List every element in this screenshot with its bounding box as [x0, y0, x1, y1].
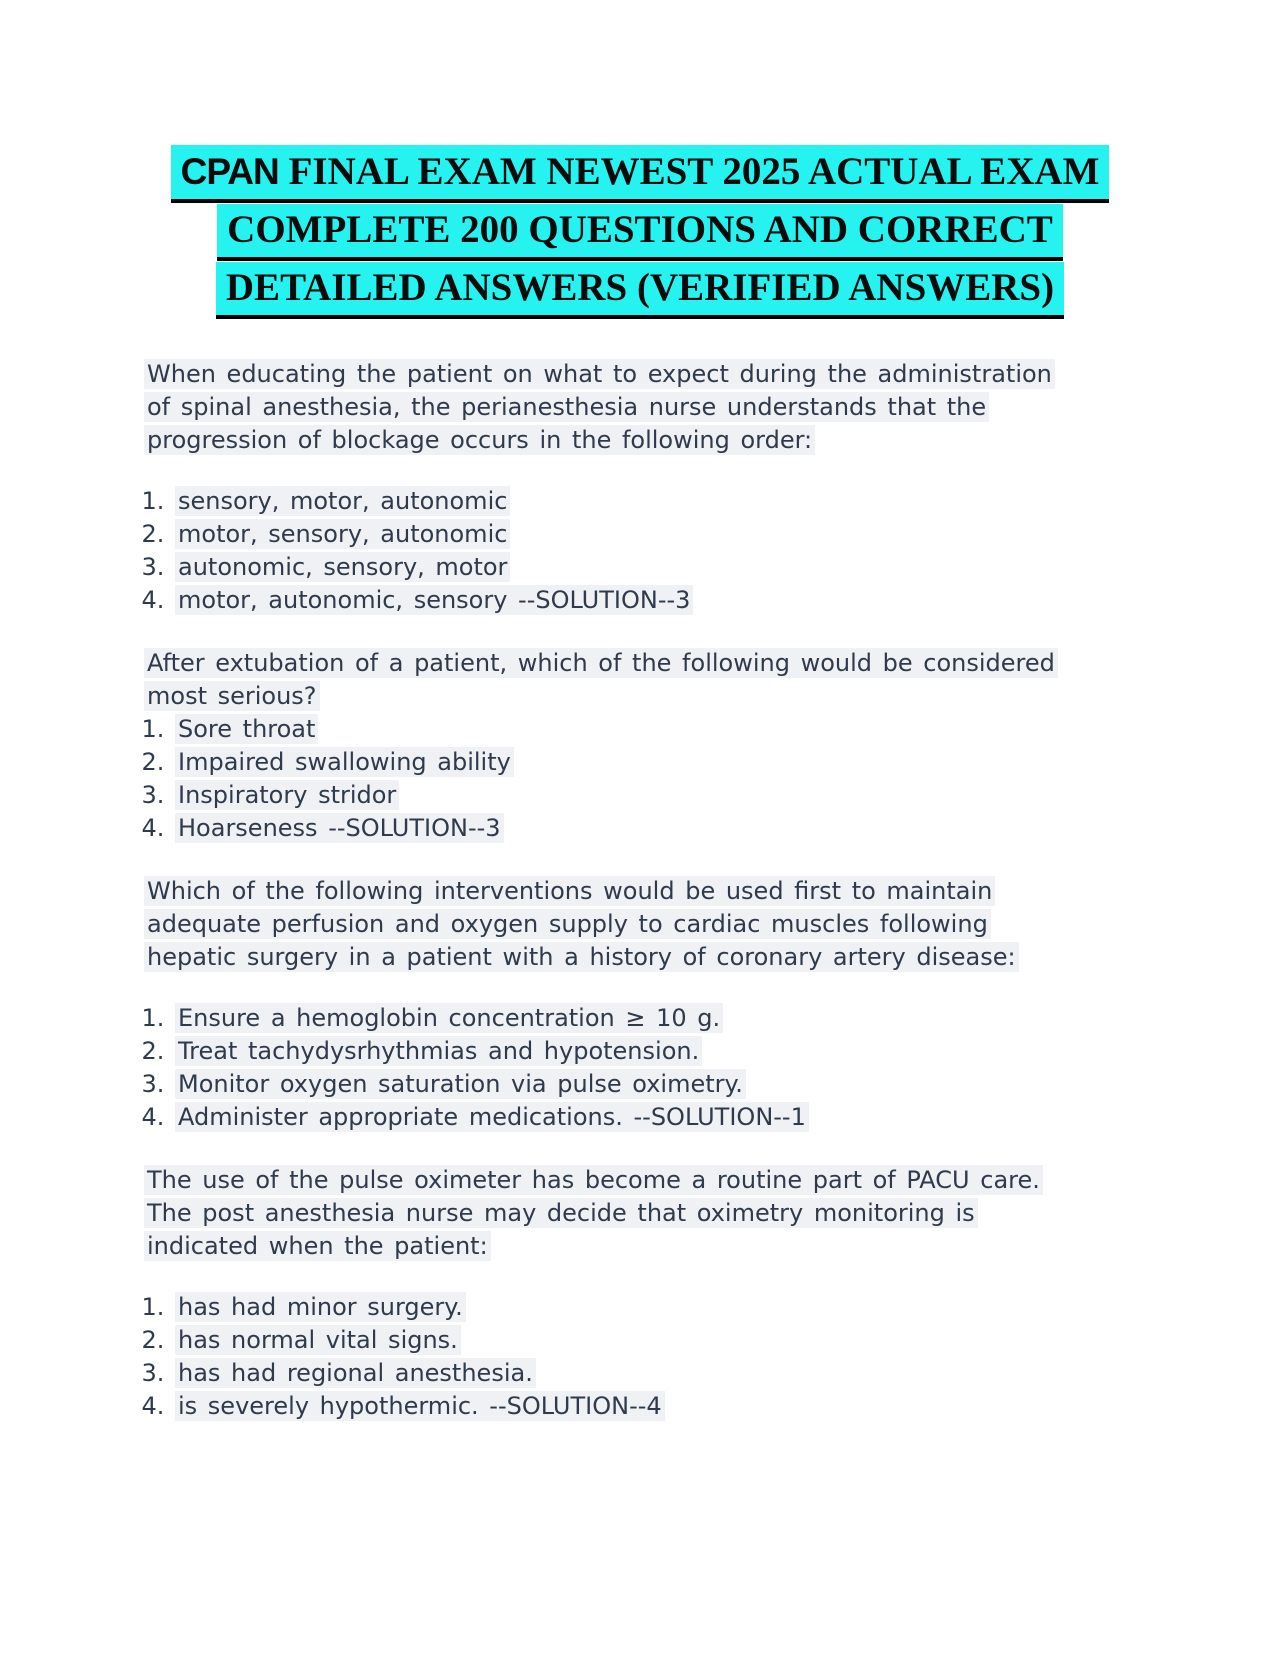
question-4 [144, 1164, 1074, 1423]
option-text: sensory, motor, autonomic [175, 486, 510, 516]
option-text: has had minor surgery. [175, 1292, 466, 1322]
option-text: has normal vital signs. [175, 1325, 461, 1355]
answer-option [175, 1357, 1074, 1390]
answer-option [175, 1068, 1074, 1101]
document-title [144, 145, 1136, 320]
title-highlight-3 [216, 262, 1064, 319]
option-text: Hoarseness --SOLUTION--3 [175, 813, 504, 843]
question-2-stem [144, 647, 1074, 713]
answer-option [175, 812, 1074, 845]
option-text: Monitor oxygen saturation via pulse oximetry. [175, 1069, 746, 1099]
question-2-options [144, 713, 1074, 845]
answer-option [175, 1324, 1074, 1357]
option-text: autonomic, sensory, motor [175, 552, 510, 582]
title-highlight-1 [171, 145, 1110, 203]
answer-option [175, 1390, 1074, 1423]
answer-option [175, 1291, 1074, 1324]
option-text: is severely hypothermic. --SOLUTION--4 [175, 1391, 665, 1421]
answer-option [175, 584, 1074, 617]
question-3-options [144, 1002, 1074, 1134]
title-highlight-2 [217, 204, 1063, 261]
option-text: Administer appropriate medications. --SOLUTION--1 [175, 1102, 809, 1132]
answer-option [175, 779, 1074, 812]
answer-option [175, 1002, 1074, 1035]
question-2 [144, 647, 1074, 845]
option-text: Sore throat [175, 714, 318, 744]
question-4-stem-text: The use of the pulse oximeter has become a routine part of PACU care. The post anesthesia nurse may decide that oximetry monitoring is indicated when the patient: [144, 1165, 1043, 1261]
document-body [144, 358, 1074, 1423]
question-2-stem-text: After extubation of a patient, which of the following would be considered most serious? [144, 648, 1058, 711]
question-1 [144, 358, 1074, 617]
title-line-3-text: DETAILED ANSWERS (VERIFIED ANSWERS) [225, 266, 1055, 309]
answer-option [175, 1101, 1074, 1134]
answer-option [175, 1035, 1074, 1068]
title-line-2-text: COMPLETE 200 QUESTIONS AND CORRECT [227, 208, 1053, 251]
answer-option [175, 746, 1074, 779]
option-text: Treat tachydysrhythmias and hypotension. [175, 1036, 702, 1066]
answer-option [175, 551, 1074, 584]
question-1-options [144, 485, 1074, 617]
title-line-1-text: FINAL EXAM NEWEST 2025 ACTUAL EXAM [278, 150, 1100, 193]
answer-option [175, 518, 1074, 551]
title-brand: CPAN [180, 150, 279, 192]
answer-option [175, 713, 1074, 746]
question-1-stem-text: When educating the patient on what to expect during the administration of spinal anesthesia, the perianesthesia nurse understands that the progression of blockage occurs in the following order: [144, 359, 1055, 455]
question-4-options [144, 1291, 1074, 1423]
question-1-stem [144, 358, 1074, 457]
question-4-stem [144, 1164, 1074, 1263]
question-3 [144, 875, 1074, 1134]
question-3-stem [144, 875, 1074, 974]
answer-option [175, 485, 1074, 518]
title-line-1 [144, 145, 1136, 204]
option-text: Inspiratory stridor [175, 780, 399, 810]
option-text: Impaired swallowing ability [175, 747, 514, 777]
question-3-stem-text: Which of the following interventions would be used first to maintain adequate perfusion and oxygen supply to cardiac muscles following hepatic surgery in a patient with a history of coronary artery disease: [144, 876, 1019, 972]
option-text: motor, sensory, autonomic [175, 519, 510, 549]
option-text: motor, autonomic, sensory --SOLUTION--3 [175, 585, 693, 615]
option-text: Ensure a hemoglobin concentration ≥ 10 g. [175, 1003, 723, 1033]
title-line-3 [144, 262, 1136, 320]
option-text: has had regional anesthesia. [175, 1358, 536, 1388]
title-line-2 [144, 204, 1136, 262]
